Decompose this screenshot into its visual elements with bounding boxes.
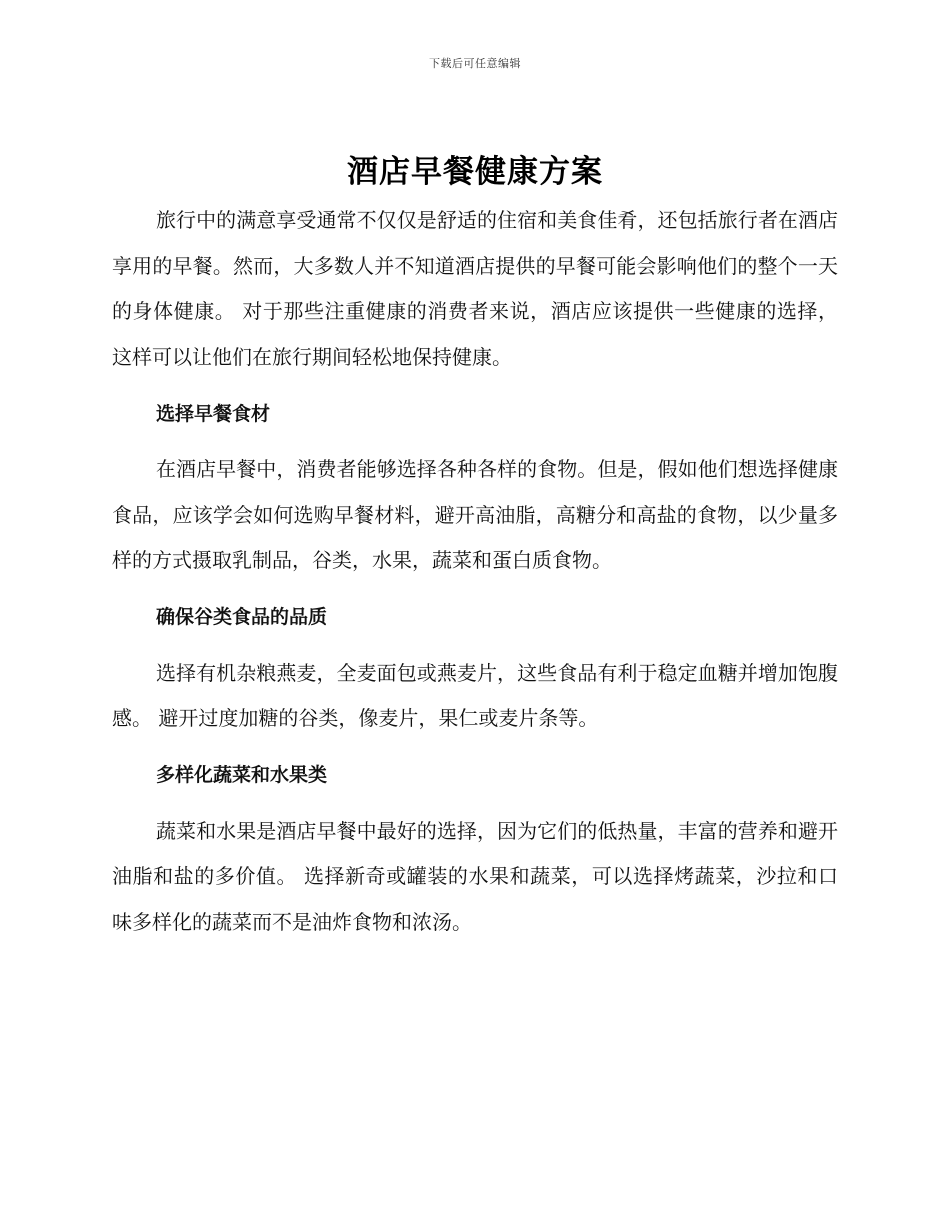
document-body (112, 150, 838, 945)
document-title: 酒店早餐健康方案 (347, 154, 603, 190)
section-body-vegetables-fruits: 蔬菜和水果是酒店早餐中最好的选择，因为它们的低热量，丰富的营养和避开油脂和盐的多价值。 选择新奇或罐装的水果和蔬菜，可以选择烤蔬菜，沙拉和口味多样化的蔬菜而不是油炸食物和浓汤。 (112, 818, 838, 934)
section-heading-grains: 确保谷类食品的品质 (156, 605, 328, 628)
section-heading-vegetables-fruits: 多样化蔬菜和水果类 (156, 763, 328, 786)
section-body-ingredients: 在酒店早餐中，消费者能够选择各种各样的食物。但是，假如他们想选择健康食品，应该学会如何选购早餐材料，避开高油脂，高糖分和高盐的食物，以少量多样的方式摄取乳制品，谷类，水果，蔬菜和蛋白质食物。 (112, 457, 838, 572)
section-body-grains: 选择有机杂粮燕麦，全麦面包或燕麦片，这些食品有利于稳定血糖并增加饱腹感。 避开过度加糖的谷类，像麦片，果仁或麦片条等。 (112, 660, 838, 730)
page-header-note: 下载后可任意编辑 (429, 57, 521, 70)
intro-paragraph: 旅行中的满意享受通常不仅仅是舒适的住宿和美食佳肴，还包括旅行者在酒店享用的早餐。然而，大多数人并不知道酒店提供的早餐可能会影响他们的整个一天的身体健康。 对于那些注重健康的消费者来说，酒店应该提供一些健康的选择，这样可以让他们在旅行期间轻松地保持健康。 (112, 208, 838, 369)
section-heading-ingredients: 选择早餐食材 (156, 403, 271, 425)
